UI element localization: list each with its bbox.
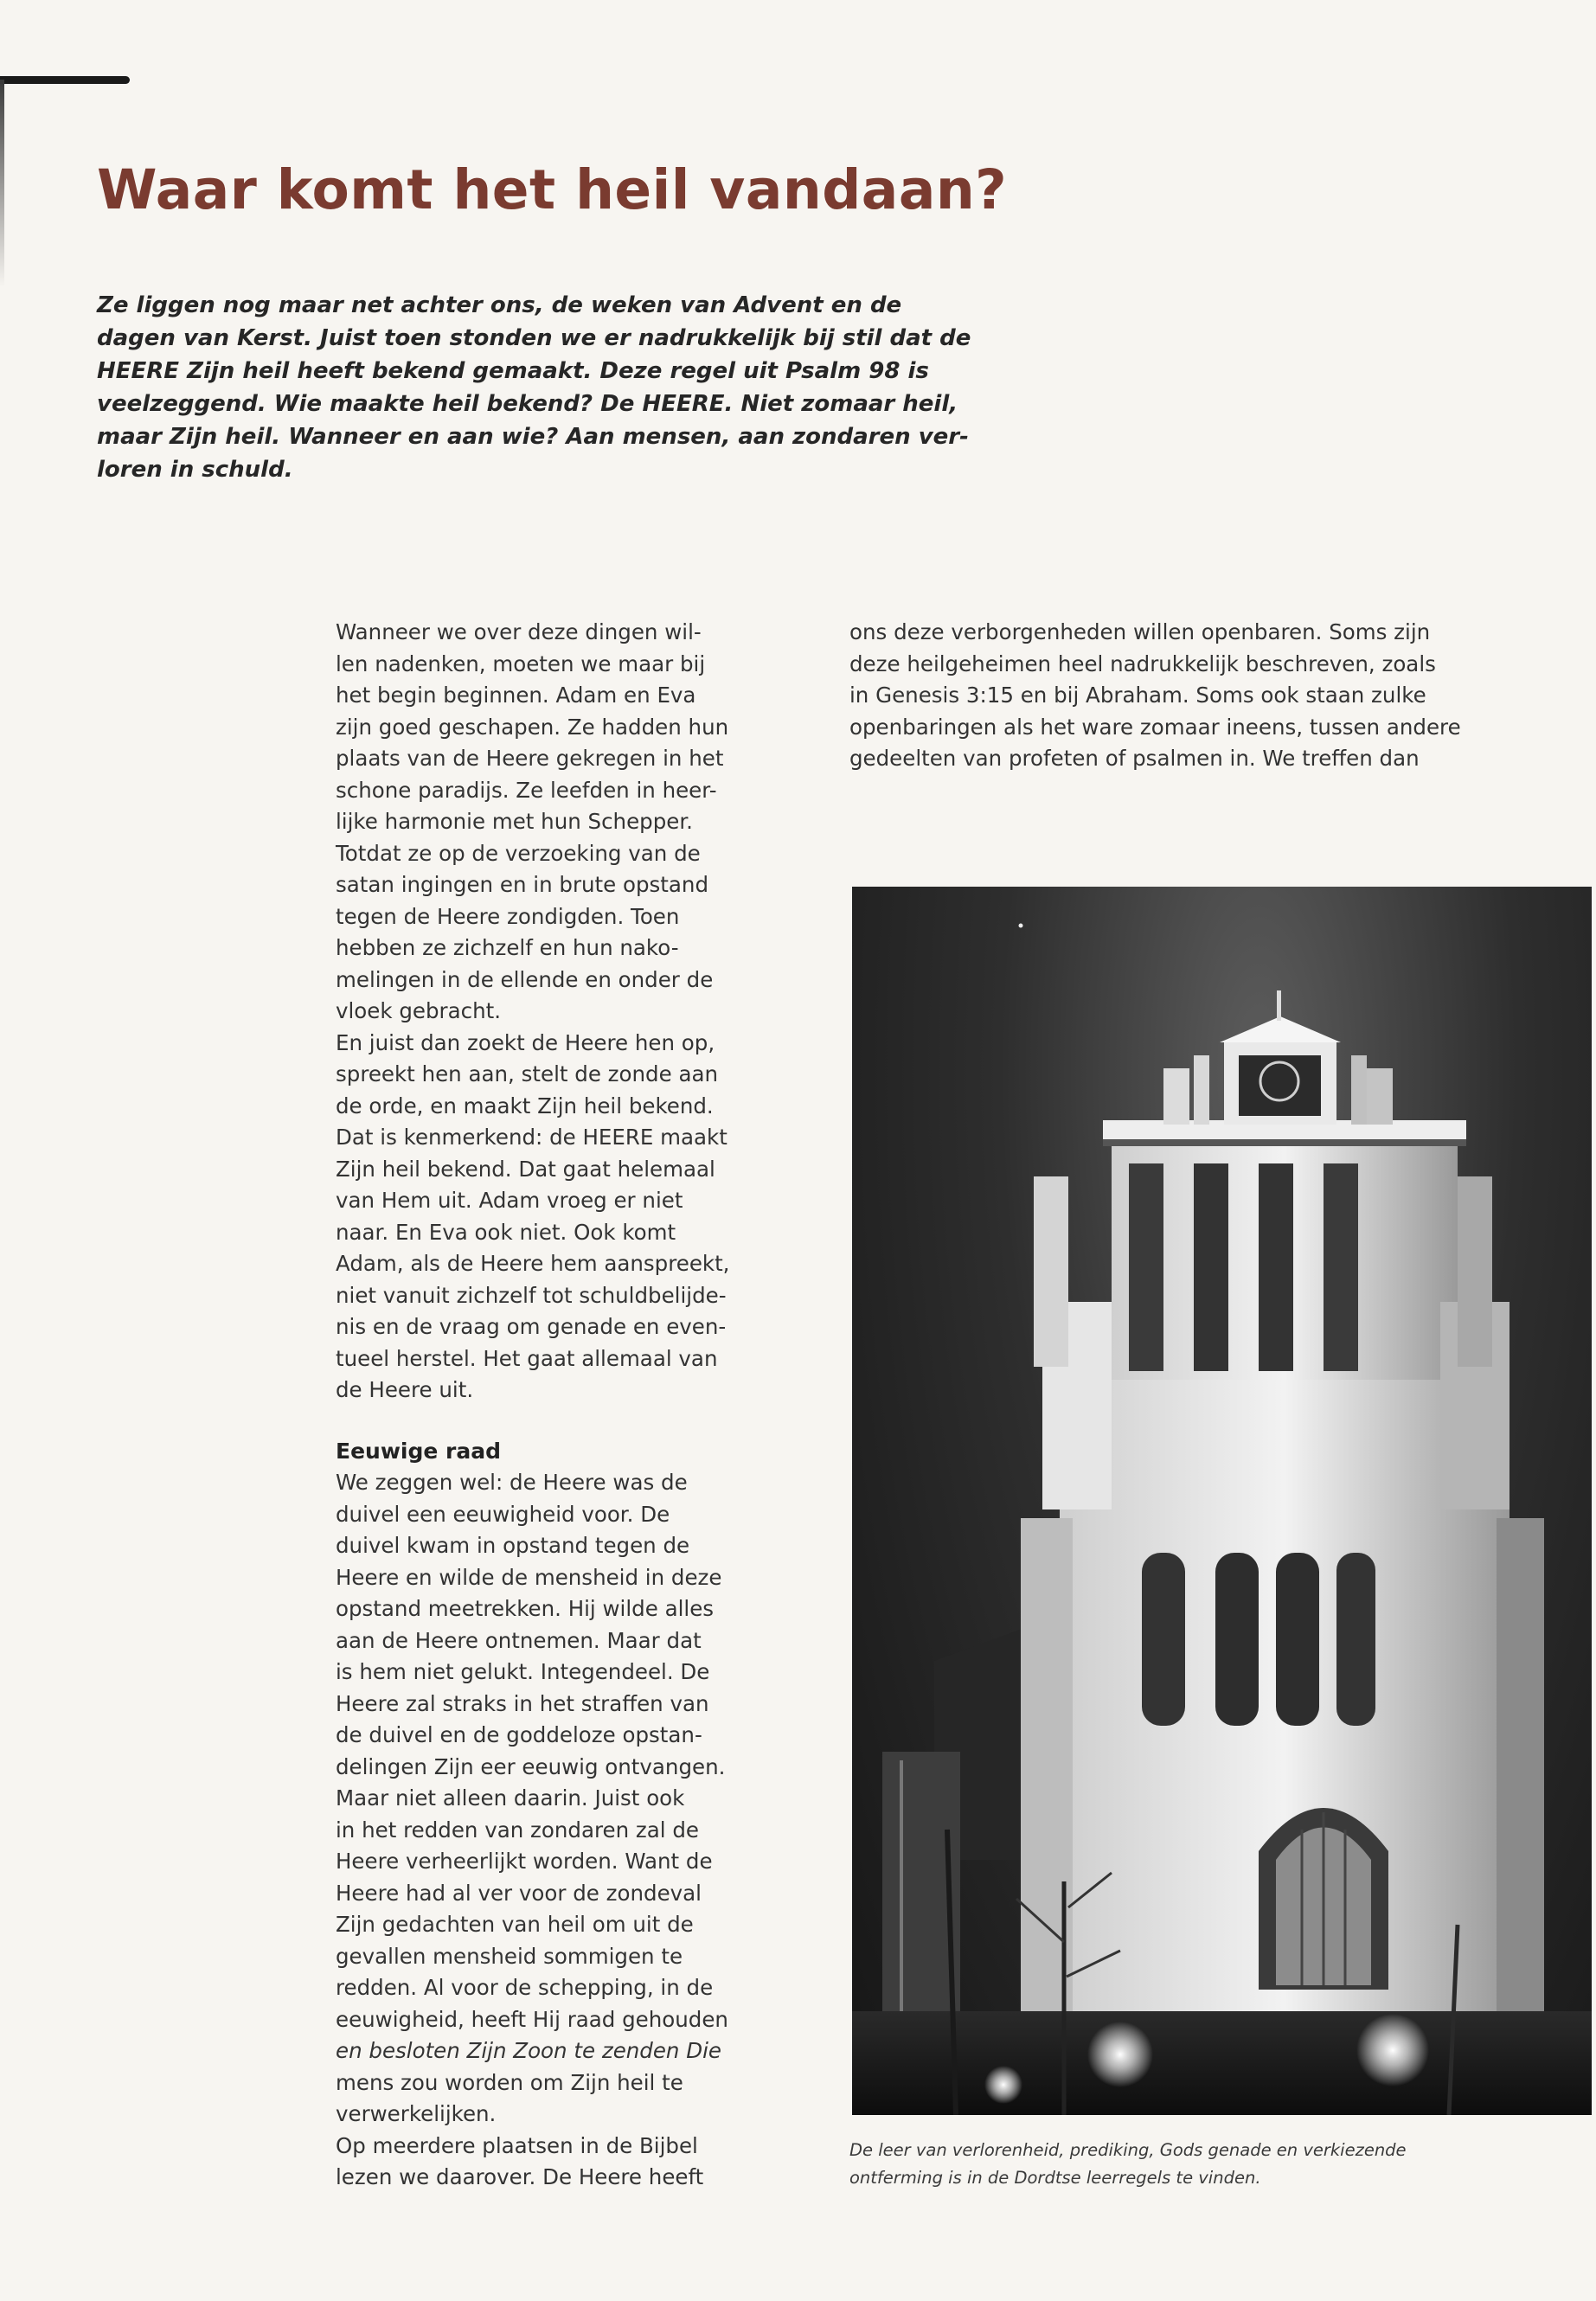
text-line: maar Zijn heil. Wanneer en aan wie? Aan mensen, aan zondaren ver- — [97, 424, 969, 450]
text-line: len nadenken, moeten we maar bij — [336, 651, 706, 676]
text-line: niet vanuit zichzelf tot schuldbelijde- — [336, 1282, 727, 1308]
text-line: de Heere uit. — [336, 1377, 474, 1402]
text-line: Adam, als de Heere hem aanspreekt, — [336, 1251, 730, 1276]
article-lead — [97, 289, 1057, 486]
article-title: Waar komt het heil vandaan? — [97, 158, 1008, 221]
text-line: naar. En Eva ook niet. Ook komt — [336, 1219, 676, 1245]
text-line: lijke harmonie met hun Schepper. — [336, 809, 693, 834]
text-line: Heere en wilde de mensheid in deze — [336, 1564, 722, 1590]
text-line: duivel een eeuwigheid voor. De — [336, 1501, 670, 1527]
text-line: deze heilgeheimen heel nadrukkelijk beschreven, zoals — [849, 651, 1436, 676]
subheading-eeuwige-raad: Eeuwige raad — [336, 1438, 502, 1464]
text-line: gedeelten van profeten of psalmen in. We treffen dan — [849, 746, 1420, 771]
text-line: is hem niet gelukt. Integendeel. De — [336, 1659, 710, 1684]
text-line: nis en de vraag om genade en even- — [336, 1314, 727, 1339]
text-line: ontferming is in de Dordtse leerregels te vinden. — [849, 2168, 1261, 2188]
page-edge-shadow — [0, 80, 4, 287]
text-line: van Hem uit. Adam vroeg er niet — [336, 1188, 683, 1213]
text-line: Zijn heil bekend. Dat gaat helemaal — [336, 1156, 715, 1182]
paragraph-3-main — [336, 1470, 728, 2032]
text-line: loren in schuld. — [97, 457, 293, 483]
text-line: het begin beginnen. Adam en Eva — [336, 683, 696, 708]
text-line: plaats van de Heere gekregen in het — [336, 746, 724, 771]
text-line: verwerkelijken. — [336, 2101, 497, 2126]
paragraph-4 — [336, 2131, 803, 2194]
text-line: ons deze verborgenheden willen openbaren. Soms zijn — [849, 619, 1431, 644]
text-line: eeuwigheid, heeft Hij raad gehouden — [336, 2006, 728, 2032]
text-line: duivel kwam in opstand tegen de — [336, 1533, 690, 1558]
text-line: We zeggen wel: de Heere was de — [336, 1470, 688, 1495]
text-line: en besloten Zijn Zoon te zenden Die — [336, 2038, 721, 2063]
text-line: de orde, en maakt Zijn heil bekend. — [336, 1093, 714, 1118]
text-line: hebben ze zichzelf en hun nako- — [336, 935, 679, 960]
text-line: vloek gebracht. — [336, 998, 501, 1023]
paragraph-5 — [849, 617, 1559, 775]
text-line: Totdat ze op de verzoeking van de — [336, 840, 701, 866]
text-line: schone paradijs. Ze leefden in heer- — [336, 777, 717, 803]
text-line: satan ingingen en in brute opstand — [336, 872, 709, 897]
text-line: tueel herstel. Het gaat allemaal van — [336, 1345, 718, 1371]
paragraph-3-italic — [336, 2038, 721, 2063]
text-line: in het redden van zondaren zal de — [336, 1817, 700, 1843]
text-line: lezen we daarover. De Heere heeft — [336, 2164, 704, 2189]
text-line: Ze liggen nog maar net achter ons, de weken van Advent en de — [97, 292, 902, 318]
text-line: HEERE Zijn heil heeft bekend gemaakt. Deze regel uit Psalm 98 is — [97, 358, 929, 384]
text-line: Op meerdere plaatsen in de Bijbel — [336, 2132, 698, 2158]
text-line: Dat is kenmerkend: de HEERE maakt — [336, 1125, 727, 1150]
text-line: opstand meetrekken. Hij wilde alles — [336, 1596, 715, 1621]
text-line: in Genesis 3:15 en bij Abraham. Soms ook staan zulke — [849, 683, 1426, 708]
text-line: de duivel en de goddeloze opstan- — [336, 1722, 702, 1747]
paragraph-2 — [336, 1028, 803, 1407]
text-line: gevallen mensheid sommigen te — [336, 1943, 683, 1969]
text-line: aan de Heere ontnemen. Maar dat — [336, 1627, 702, 1653]
text-line: redden. Al voor de schepping, in de — [336, 1975, 714, 2000]
paragraph-3 — [336, 1467, 803, 2131]
text-column-left — [336, 617, 803, 2194]
text-line: dagen van Kerst. Juist toen stonden we er nadrukkelijk bij stil dat de — [97, 325, 971, 351]
church-tower-illustration — [852, 887, 1592, 2115]
text-line: zijn goed geschapen. Ze hadden hun — [336, 714, 729, 740]
paragraph-1 — [336, 617, 803, 1028]
paragraph-3-end — [336, 2070, 683, 2127]
page-edge-bar — [0, 76, 130, 84]
text-line: delingen Zijn eer eeuwig ontvangen. — [336, 1753, 726, 1779]
text-line: Zijn gedachten van heil om uit de — [336, 1912, 694, 1937]
text-line: Heere had al ver voor de zondeval — [336, 1880, 702, 1906]
text-line: tegen de Heere zondigden. Toen — [336, 903, 680, 929]
text-line: veelzeggend. Wie maakte heil bekend? De HEERE. Niet zomaar heil, — [97, 391, 958, 417]
text-line: melingen in de ellende en onder de — [336, 966, 714, 992]
text-line: Maar niet alleen daarin. Juist ook — [336, 1785, 685, 1811]
photo-caption — [849, 2137, 1567, 2192]
text-line: En juist dan zoekt de Heere hen op, — [336, 1029, 715, 1055]
text-line: De leer van verlorenheid, prediking, Gods genade en verkiezende — [849, 2140, 1407, 2160]
church-tower-photo — [852, 887, 1592, 2115]
text-line: mens zou worden om Zijn heil te — [336, 2069, 683, 2095]
text-line: Heere zal straks in het straffen van — [336, 1690, 709, 1716]
text-line: Heere verheerlijkt worden. Want de — [336, 1849, 713, 1874]
text-line: Wanneer we over deze dingen wil- — [336, 619, 702, 644]
text-line: openbaringen als het ware zomaar ineens, tussen andere — [849, 714, 1461, 740]
text-line: spreekt hen aan, stelt de zonde aan — [336, 1061, 719, 1086]
text-column-right — [849, 617, 1559, 775]
